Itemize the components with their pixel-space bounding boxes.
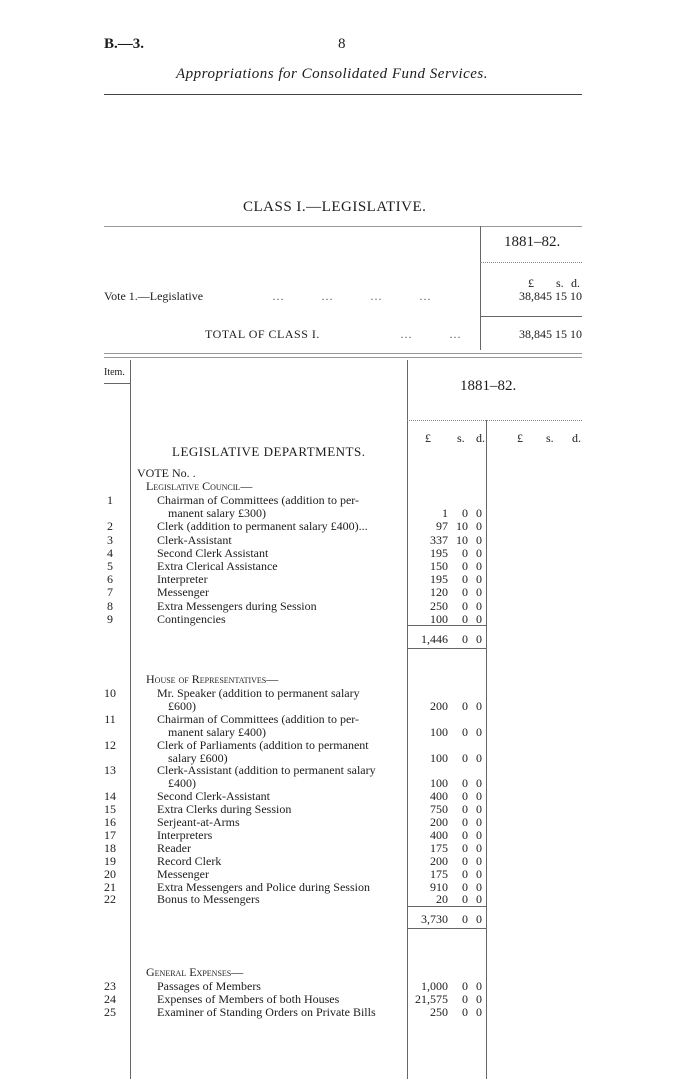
amount-pounds: 195 xyxy=(430,572,448,587)
amount-shillings: 0 xyxy=(462,1005,468,1020)
amount-pence: 0 xyxy=(476,598,482,613)
item-description: Extra Clerical Assistance xyxy=(157,559,278,573)
item-number: 25 xyxy=(104,1005,116,1020)
amount-shillings: 10 xyxy=(456,519,468,534)
item-number: 8 xyxy=(107,598,113,613)
item-description: Second Clerk-Assistant xyxy=(157,789,270,804)
vote-leader-dots: … … … … xyxy=(272,289,432,303)
item-heading-rule xyxy=(104,383,130,384)
amount-pounds: 910 xyxy=(430,879,448,894)
council-subtotal-rule xyxy=(407,625,486,626)
amount-pounds: 200 xyxy=(430,815,448,829)
house-subtotal xyxy=(408,912,482,927)
amount-shillings: 0 xyxy=(462,585,468,600)
amount-pence: 0 xyxy=(476,559,482,573)
amount-shillings: 0 xyxy=(462,698,468,713)
amount-pence: 0 xyxy=(476,866,482,881)
vote-amount: 38,845 15 10 xyxy=(519,289,582,303)
item-number: 1 xyxy=(107,493,113,507)
summary-total-rule xyxy=(480,316,582,317)
vote-label: Vote 1.—Legislative xyxy=(104,289,204,303)
amount-shillings: 0 xyxy=(462,506,468,521)
amount-pounds: 200 xyxy=(430,698,448,713)
amount-pounds: 1 xyxy=(442,506,448,521)
detail-shillings-heading-2: s. xyxy=(546,431,554,445)
detail-pounds-heading: £ xyxy=(425,431,431,445)
item-amount xyxy=(408,1005,482,1020)
amount-pounds: 1,000 xyxy=(421,979,448,993)
header-rule xyxy=(104,94,582,95)
amount-pounds: 337 xyxy=(430,532,448,547)
amount-pence: 0 xyxy=(476,853,482,868)
amount-shillings: 0 xyxy=(462,992,468,1007)
amount-pence: 0 xyxy=(476,992,482,1007)
amount-shillings: 0 xyxy=(462,866,468,881)
total-label: TOTAL OF CLASS I. xyxy=(205,327,320,341)
item-number: 19 xyxy=(104,853,116,868)
house-subtotal-pounds: 3,730 xyxy=(421,912,448,926)
amount-pounds: 100 xyxy=(430,724,448,739)
amount-column-divider xyxy=(486,420,487,1079)
item-number: 14 xyxy=(104,789,116,804)
item-description: £400) xyxy=(168,776,196,791)
class-title: CLASS I.—LEGISLATIVE. xyxy=(243,199,427,215)
summary-bottom-rule-2 xyxy=(104,357,582,358)
detail-year-rule xyxy=(407,420,582,421)
item-description: manent salary £300) xyxy=(168,506,266,521)
amount-shillings: 0 xyxy=(462,545,468,560)
total-amount: 38,845 15 10 xyxy=(519,327,582,341)
amount-pence: 0 xyxy=(476,506,482,521)
amount-pence: 0 xyxy=(476,879,482,894)
council-subtotal-bottom-rule xyxy=(407,648,486,649)
council-heading: Legislative Council— xyxy=(146,479,253,493)
amount-shillings: 0 xyxy=(462,789,468,804)
item-number: 10 xyxy=(104,686,116,700)
item-description: Examiner of Standing Orders on Private Bills xyxy=(157,1005,376,1020)
summary-shillings-heading: s. xyxy=(556,276,564,290)
item-description: Messenger xyxy=(157,585,209,600)
item-description: Extra Clerks during Session xyxy=(157,802,292,817)
document-reference: B.—3. xyxy=(104,36,145,52)
amount-pounds: 195 xyxy=(430,545,448,560)
amount-shillings: 0 xyxy=(462,853,468,868)
amount-shillings: 0 xyxy=(462,598,468,613)
amount-shillings: 0 xyxy=(462,979,468,993)
item-number: 24 xyxy=(104,992,116,1007)
amount-pence: 0 xyxy=(476,545,482,560)
general-heading: General Expenses— xyxy=(146,965,244,979)
house-subtotal-shillings: 0 xyxy=(462,912,468,926)
item-description: Bonus to Messengers xyxy=(157,892,260,907)
amount-pounds: 97 xyxy=(436,519,448,534)
amount-pounds: 400 xyxy=(430,827,448,842)
amount-pounds: 750 xyxy=(430,802,448,817)
amount-pence: 0 xyxy=(476,724,482,739)
amount-shillings: 0 xyxy=(462,892,468,907)
summary-year-rule xyxy=(480,262,582,263)
amount-shillings: 0 xyxy=(462,879,468,894)
detail-year-heading: 1881–82. xyxy=(460,378,517,394)
item-column-heading: Item. xyxy=(104,367,125,378)
item-number: 17 xyxy=(104,827,116,842)
summary-top-rule xyxy=(104,226,582,227)
house-subtotal-pence: 0 xyxy=(476,912,482,926)
amount-pence: 0 xyxy=(476,979,482,993)
amount-pounds: 400 xyxy=(430,789,448,804)
item-description: Clerk (addition to permanent salary £400)... xyxy=(157,519,368,534)
house-subtotal-bottom-rule xyxy=(407,928,486,929)
amount-pence: 0 xyxy=(476,750,482,765)
item-description: Contingencies xyxy=(157,611,226,626)
amount-shillings: 0 xyxy=(462,572,468,587)
amount-pence: 0 xyxy=(476,611,482,626)
item-description: Interpreter xyxy=(157,572,208,587)
item-description: salary £600) xyxy=(168,750,228,765)
item-number: 6 xyxy=(107,572,113,587)
amount-pence: 0 xyxy=(476,532,482,547)
amount-pence: 0 xyxy=(476,802,482,817)
council-subtotal-pounds: 1,446 xyxy=(421,632,448,646)
amount-shillings: 0 xyxy=(462,559,468,573)
item-number: 16 xyxy=(104,815,116,829)
detail-pounds-heading-2: £ xyxy=(517,431,523,445)
item-column-divider xyxy=(130,360,131,1079)
house-subtotal-rule xyxy=(407,906,486,907)
item-description: Messenger xyxy=(157,866,209,881)
description-column-divider xyxy=(407,360,408,1079)
amount-shillings: 0 xyxy=(462,827,468,842)
item-description: £600) xyxy=(168,698,196,713)
summary-year-heading: 1881–82. xyxy=(504,234,561,250)
item-number: 5 xyxy=(107,559,113,573)
item-description: Serjeant-at-Arms xyxy=(157,815,240,829)
item-amount xyxy=(408,751,482,766)
amount-pounds: 175 xyxy=(430,840,448,855)
amount-pence: 0 xyxy=(476,519,482,534)
item-number: 22 xyxy=(104,892,116,907)
council-subtotal-pence: 0 xyxy=(476,632,482,646)
house-heading: House of Representatives— xyxy=(146,672,279,686)
item-number: 11 xyxy=(104,711,116,726)
amount-shillings: 0 xyxy=(462,750,468,765)
summary-column-divider xyxy=(480,226,481,350)
item-description: Clerk of Parliaments (addition to permanent xyxy=(157,737,369,752)
amount-pounds: 21,575 xyxy=(415,992,448,1007)
item-number: 3 xyxy=(107,532,113,547)
amount-pence: 0 xyxy=(476,815,482,829)
item-description: manent salary £400) xyxy=(168,724,266,739)
item-description: Expenses of Members of both Houses xyxy=(157,992,340,1007)
total-leader-dots: … … xyxy=(400,327,462,341)
amount-pounds: 250 xyxy=(430,598,448,613)
running-title: Appropriations for Consolidated Fund Services. xyxy=(176,66,489,82)
amount-pence: 0 xyxy=(476,840,482,855)
detail-shillings-heading: s. xyxy=(457,431,465,445)
item-amount xyxy=(408,725,482,740)
amount-shillings: 10 xyxy=(456,532,468,547)
item-number: 9 xyxy=(107,611,113,626)
amount-pounds: 100 xyxy=(430,611,448,626)
item-number: 20 xyxy=(104,866,116,881)
item-description: Clerk-Assistant xyxy=(157,532,232,547)
item-number: 7 xyxy=(107,585,113,600)
amount-pence: 0 xyxy=(476,827,482,842)
item-description: Clerk-Assistant (addition to permanent salary xyxy=(157,763,376,778)
section-title: LEGISLATIVE DEPARTMENTS. xyxy=(172,444,366,459)
amount-pence: 0 xyxy=(476,789,482,804)
item-number: 12 xyxy=(104,737,116,752)
item-number: 23 xyxy=(104,979,116,993)
detail-pence-heading-2: d. xyxy=(572,431,581,445)
item-description: Record Clerk xyxy=(157,853,222,868)
amount-pounds: 150 xyxy=(430,559,448,573)
item-description: Extra Messengers during Session xyxy=(157,598,317,613)
summary-pence-heading: d. xyxy=(571,276,580,290)
summary-pounds-heading: £ xyxy=(528,276,534,290)
council-subtotal-shillings: 0 xyxy=(462,632,468,646)
item-number: 15 xyxy=(104,802,116,817)
amount-pounds: 100 xyxy=(430,750,448,765)
council-subtotal xyxy=(408,632,482,647)
amount-pence: 0 xyxy=(476,892,482,907)
amount-shillings: 0 xyxy=(462,815,468,829)
item-amount xyxy=(408,699,482,714)
item-description: Chairman of Committees (addition to per- xyxy=(157,711,360,726)
amount-shillings: 0 xyxy=(462,776,468,791)
amount-shillings: 0 xyxy=(462,840,468,855)
amount-pounds: 200 xyxy=(430,853,448,868)
item-description: Extra Messengers and Police during Session xyxy=(157,879,370,894)
amount-pence: 0 xyxy=(476,585,482,600)
amount-pounds: 175 xyxy=(430,866,448,881)
page-number: 8 xyxy=(338,36,346,52)
item-description: Second Clerk Assistant xyxy=(157,545,269,560)
amount-pence: 0 xyxy=(476,1005,482,1020)
detail-pence-heading: d. xyxy=(476,431,485,445)
amount-pounds: 100 xyxy=(430,776,448,791)
amount-pounds: 250 xyxy=(430,1005,448,1020)
amount-shillings: 0 xyxy=(462,724,468,739)
item-description: Reader xyxy=(157,840,191,855)
item-number: 13 xyxy=(104,763,116,778)
amount-pence: 0 xyxy=(476,776,482,791)
item-description: Mr. Speaker (addition to permanent salary xyxy=(157,686,360,700)
item-number: 21 xyxy=(104,879,116,894)
amount-pence: 0 xyxy=(476,572,482,587)
amount-pence: 0 xyxy=(476,698,482,713)
amount-shillings: 0 xyxy=(462,611,468,626)
item-description: Chairman of Committees (addition to per- xyxy=(157,493,360,507)
amount-pounds: 120 xyxy=(430,585,448,600)
item-number: 2 xyxy=(107,519,113,534)
vote-number: VOTE No. . xyxy=(137,466,196,480)
item-number: 18 xyxy=(104,840,116,855)
amount-shillings: 0 xyxy=(462,802,468,817)
summary-bottom-rule xyxy=(104,353,582,354)
amount-pounds: 20 xyxy=(436,892,448,907)
item-description: Interpreters xyxy=(157,827,213,842)
item-description: Passages of Members xyxy=(157,979,261,993)
item-number: 4 xyxy=(107,545,113,560)
